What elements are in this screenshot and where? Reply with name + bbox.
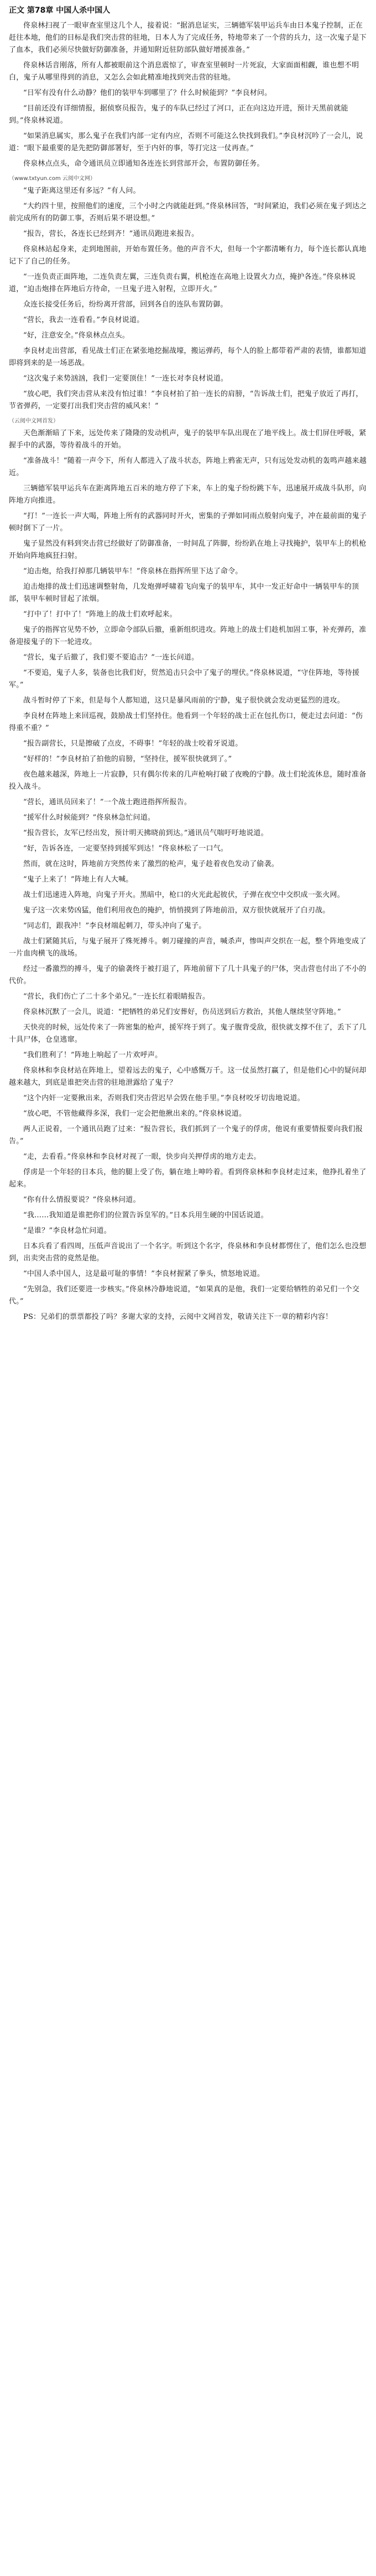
paragraph: “不要追，鬼子人多，装备也比我们好，贸然追击只会中了鬼子的埋伏。”佟泉林说道，“守住阵地，等待援军。” [9, 669, 360, 689]
paragraph: 佟泉林沉默了一会儿，说道：“把牺牲的弟兄们安葬好，伤员送到后方救治，其他人继续坚守阵地。” [23, 1008, 341, 1016]
paragraph: 李良材在阵地上来回巡视，鼓励战士们坚持住。他看到一个年轻的战士正在包扎伤口，便走过去问道：“伤得重不重？” [9, 712, 363, 732]
paragraph: “援军什么时候能到？”佟泉林急忙问道。 [23, 814, 155, 822]
paragraph: 鬼子这一次来势凶猛，他们利用夜色的掩护，悄悄摸到了阵地前沿，双方很快就展开了白刃战。 [23, 906, 330, 915]
paragraph: “好样的！”李良材拍了拍他的肩膀，“坚持住，援军很快就到了。” [23, 755, 232, 763]
paragraph: 佟泉林话音刚落，所有人都被眼前这个消息震惊了，审查室里顿时一片死寂，大家面面相觑，谁也想不明白，鬼子从哪里得到的消息，又怎么会如此精准地找到突击营的驻地。 [9, 61, 359, 82]
paragraph: 俘虏是一个年轻的日本兵，他的腿上受了伤，躺在地上呻吟着。看到佟泉林和李良材走过来，他挣扎着坐了起来。 [9, 1168, 367, 1189]
paragraph: 鬼子的指挥官见势不妙，立即命令部队后撤，重新组织进攻。阵地上的战士们趁机加固工事，补充弹药，准备迎接鬼子的下一轮进攻。 [9, 626, 367, 646]
paragraph: “你有什么情报要说？”佟泉林问道。 [23, 1196, 140, 1204]
paragraph: “打！”一连长一声大喝，阵地上所有的武器同时开火，密集的子弹如同雨点般射向鬼子，冲在最前面的鬼子顿时倒下了一片。 [9, 512, 367, 532]
paragraph: 战士们迅速进入阵地，向鬼子开火。黑暗中，枪口的火光此起彼伏，子弹在夜空中交织成一张火网。 [23, 891, 344, 899]
chapter-body [9, 20, 367, 1323]
paragraph: “营长，我们伤亡了二十多个弟兄。”一连长红着眼睛报告。 [23, 993, 210, 1001]
paragraph: “打中了！打中了！”阵地上的战士们欢呼起来。 [23, 610, 177, 619]
paragraph: “先别急，我们还要进一步核实。”佟泉林冷静地说道，“如果真的是他，我们一定要给牺牲的弟兄们一个交代。” [9, 1285, 360, 1306]
paragraph: 佟泉林和李良材站在阵地上，望着远去的鬼子，心中感慨万千。这一仗虽然打赢了，但是他们心中的疑问却越来越大，到底是谁把突击营的驻地泄露给了鬼子？ [9, 1067, 367, 1087]
paragraph: “营长，鬼子后撤了，我们要不要追击？”一连长问道。 [23, 653, 199, 662]
paragraph: 两人正说着，一个通讯员跑了过来：“报告营长，我们抓到了一个鬼子的俘虏，他说有重要情报要向我们报告。” [9, 1125, 363, 1146]
paragraph: “走，去看看。”佟泉林和李良材对视了一眼，快步向关押俘虏的地方走去。 [23, 1153, 261, 1161]
paragraph: “这个内奸一定要揪出来，否则我们突击营迟早会毁在他手里。”李良材咬牙切齿地说道。 [23, 1094, 305, 1102]
paragraph: “我们胜利了！”阵地上响起了一片欢呼声。 [23, 1051, 163, 1059]
paragraph: 佟泉林点点头，命令通讯员立即通知各连连长到营部开会，布置防御任务。 [23, 160, 264, 168]
paragraph: “中国人杀中国人，这是最可耻的事情！”李良材握紧了拳头，愤怒地说道。 [23, 1270, 265, 1278]
paragraph: “如果消息属实，那么鬼子在我们内部一定有内应，否则不可能这么快找到我们。”李良材沉吟了一会儿，说道：“眼下最重要的是先把防御部署好，至于内奸的事，等打完这一仗再查。” [9, 132, 363, 152]
paragraph: “报告副营长，只是擦破了点皮，不碍事！”年轻的战士咬着牙说道。 [23, 740, 243, 748]
paragraph: PS：兄弟们的票票都投了吗？多谢大家的支持，云阅中文网首发，敬请关注下一章的精彩内容！ [23, 1313, 333, 1321]
paragraph: “放心吧，不管他藏得多深，我们一定会把他揪出来的。”佟泉林说道。 [23, 1110, 247, 1118]
chapter-title: 正文 第78章 中国人杀中国人 [9, 6, 111, 15]
source-watermark: （云阅中文网首发） [9, 418, 59, 424]
paragraph: “准备战斗！”随着一声令下，所有人都进入了战斗状态，阵地上鸦雀无声，只有远处发动机的轰鸣声越来越近。 [9, 457, 367, 477]
paragraph: “是谁？”李良材急忙问道。 [23, 1227, 111, 1235]
paragraph: 李良材走出营部，看见战士们正在紧张地挖掘战壕，搬运弹药，每个人的脸上都带着严肃的表情，谁都知道即将到来的是一场恶战。 [9, 347, 367, 367]
paragraph: 战斗暂时停了下来，但是每个人都知道，这只是暴风雨前的宁静，鬼子很快就会发动更猛烈的进攻。 [23, 696, 344, 705]
paragraph: 众连长接受任务后，纷纷离开营部，回到各自的连队布置防御。 [23, 300, 228, 309]
paragraph: 然而，就在这时，阵地前方突然传来了激烈的枪声，鬼子趁着夜色发动了偷袭。 [23, 860, 279, 868]
paragraph: “报告，营长，各连长已经到齐！”通讯员跑进来报告。 [23, 230, 199, 238]
paragraph: 佟泉林扫视了一眼审查室里这几个人，接着说：“据消息证实，三辆德军装甲运兵车由日本鬼子控制，正在赶往本地，他们的目标是我们突击营的驻地，日本人为了完成任务，特地带来了一个营的兵力，这一次鬼子是下了血本，我们必须尽快做好防御准备，并通知附近驻防部队做好增援准备。” [9, 22, 367, 54]
paragraph: 天快亮的时候，远处传来了一阵密集的枪声，援军终于到了。鬼子腹背受敌，很快就支撑不住了，丢下了几十具尸体，仓皇逃窜。 [9, 1023, 367, 1044]
paragraph: 鬼子显然没有料到突击营已经做好了防御准备，一时间乱了阵脚，纷纷趴在地上寻找掩护，装甲车上的机枪开始向阵地疯狂扫射。 [9, 540, 367, 560]
paragraph: 佟泉林站起身来，走到地图前，开始布置任务。他的声音不大，但每一个字都清晰有力，每个连长都认真地记下了自己的任务。 [9, 245, 367, 266]
paragraph: “目前还没有详细情报，据侦察员报告，鬼子的车队已经过了河口，正在向这边开进，预计天黑前就能到。”佟泉林说道。 [9, 104, 348, 125]
paragraph: “大约四十里，按照他们的速度，三个小时之内就能赶到。”佟泉林回答，“时间紧迫，我们必须在鬼子到达之前完成所有的防御工事，否则后果不堪设想。” [9, 202, 367, 223]
paragraph: 日本兵看了看四周，压低声音说出了一个名字。听到这个名字，佟泉林和李良材都愣住了，他们怎么也没想到，出卖突击营的竟然是他。 [9, 1242, 367, 1263]
paragraph: 三辆德军装甲运兵车在距离阵地五百米的地方停了下来，车上的鬼子纷纷跳下车，迅速展开成战斗队形，向阵地方向推进。 [9, 484, 367, 505]
paragraph: “报告营长，友军已经出发，预计明天拂晓前到达。”通讯员气喘吁吁地说道。 [23, 829, 268, 837]
paragraph: “迫击炮，给我打掉那几辆装甲车！”佟泉林在指挥所里下达了命令。 [23, 567, 243, 576]
paragraph: 迫击炮排的战士们迅速调整射角，几发炮弹呼啸着飞向鬼子的装甲车，其中一发正好命中一辆装甲车的顶部，装甲车顿时冒起了浓烟。 [9, 583, 359, 603]
source-watermark: （www.txtyun.com 云阅中文网） [9, 176, 96, 182]
paragraph: “营长，我去一连看看。”李良材说道。 [23, 316, 144, 324]
paragraph: “好，注意安全。”佟泉林点点头。 [23, 331, 129, 340]
paragraph: “这次鬼子来势汹汹，我们一定要顶住！”一连长对李良材说道。 [23, 374, 228, 383]
paragraph: “鬼子距离这里还有多远？”有人问。 [23, 187, 140, 195]
paragraph: 夜色越来越深，阵地上一片寂静，只有偶尔传来的几声枪响打破了夜晚的宁静。战士们轮流休息，随时准备投入战斗。 [9, 770, 367, 791]
paragraph: “我……我知道是谁把你们的位置告诉皇军的。”日本兵用生硬的中国话说道。 [23, 1211, 268, 1220]
paragraph: 战士们紧随其后，与鬼子展开了殊死搏斗。刺刀碰撞的声音，喊杀声，惨叫声交织在一起，整个阵地变成了一片血肉横飞的战场。 [9, 937, 367, 958]
paragraph: 经过一番激烈的搏斗，鬼子的偷袭终于被打退了，阵地前留下了几十具鬼子的尸体，突击营也付出了不小的代价。 [9, 965, 367, 985]
paragraph: “营长，通讯员回来了！”一个战士跑进指挥所报告。 [23, 798, 192, 806]
paragraph: “放心吧，我们突击营从来没有怕过谁！”李良材拍了拍一连长的肩膀，“告诉战士们，把鬼子放近了再打，节省弹药，一定要打出我们突击营的威风来！” [9, 390, 363, 410]
paragraph: 天色渐渐暗了下来，远处传来了隆隆的发动机声，鬼子的装甲车队出现在了地平线上。战士们屏住呼吸，紧握手中的武器，等待着战斗的开始。 [9, 429, 367, 450]
paragraph: “一连负责正面阵地，二连负责左翼，三连负责右翼，机枪连在高地上设置火力点，掩护各连。”佟泉林说道，“迫击炮排在阵地后方待命，一旦鬼子进入射程，立即开火。” [9, 273, 356, 293]
paragraph: “好，告诉各连，一定要坚持到援军到达！”佟泉林松了一口气。 [23, 844, 228, 853]
paragraph: “鬼子上来了！”阵地上有人大喊。 [23, 875, 133, 884]
paragraph: “日军有没有什么动静？他们的装甲车到哪里了？什么时候能到？”李良材问。 [23, 89, 272, 97]
paragraph: “同志们，跟我冲！”李良材端起刺刀，带头冲向了鬼子。 [23, 922, 206, 930]
